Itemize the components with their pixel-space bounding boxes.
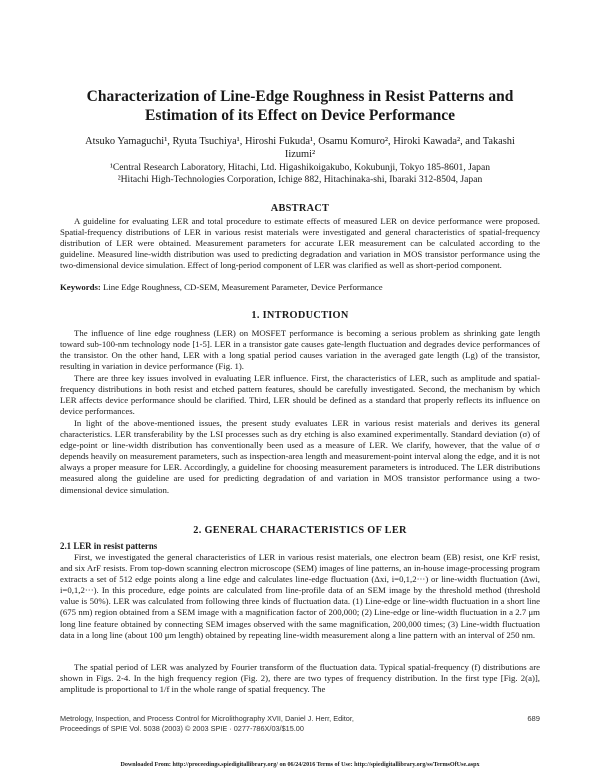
- paper-title: Characterization of Line-Edge Roughness in Resist Patterns and Estimation of its Effect on Device Performance: [86, 88, 514, 124]
- intro-paragraph-2: There are three key issues involved in evaluating LER influence. First, the characteristics of LER, such as amplitude and spatial-frequency distributions in both resist and etched pattern features, should be carefully investigated. Second, the mechanism by which LER affects device performance should be clarified. Third, LER should be defined as a standard that properly reflects its influence on device performances.: [60, 373, 540, 417]
- affiliation-1: ¹Central Research Laboratory, Hitachi, Ltd. Higashikoigakubo, Kokubunji, Tokyo 185-8601, Japan: [109, 162, 490, 173]
- intro-paragraph-3: In light of the above-mentioned issues, the present study evaluates LER in various resist materials and derives its general characteristics. LER transferability by the LSI processes such as dry etching is also examined experimentally. Standard deviation (σ) of edge-point or line-width distribution has conventionally been used as a measure of LER. We clarify, however, that the value of σ depends heavily on measurement parameters, such as inspection-area length and measurement-point interval along the edge, and it is not always a proper measure for LER. Accordingly, a guideline for choosing measurement parameters is introduced. The LER distributions measured along the guideline are used for predicting degradation of and variation in MOS transistor performance using a two-dimensional device simulation.: [60, 418, 540, 495]
- keywords-text: Line Edge Roughness, CD-SEM, Measurement Parameter, Device Performance: [103, 282, 383, 292]
- page-number: 689: [527, 714, 540, 723]
- subsection-2-1-heading: 2.1 LER in resist patterns: [60, 541, 158, 551]
- download-notice: Downloaded From: http://proceedings.spiedigitallibrary.org/ on 06/24/2016 Terms of Use: http://spiedigitallibrary.org/ss/TermsOfUse.aspx: [120, 762, 480, 768]
- abstract-heading: ABSTRACT: [270, 203, 330, 214]
- section-2-heading: 2. GENERAL CHARACTERISTICS OF LER: [193, 525, 407, 536]
- section-2-paragraph-1: First, we investigated the general characteristics of LER in various resist materials, one electron beam (EB) resist, one KrF resist, and six ArF resists. From top-down scanning electron microscope (SEM) images of line patterns, an in-house image-processing program extracts a set of 512 edge points along a line edge and calculates line-edge fluctuation (Δxi, i=0,1,2···) or line-width fluctuation (Δwi, i=0,1,2···). In this procedure, edge points are calculated from line-profile data of an SEM image by the threshold method (threshold value is 50%). LER was calculated from following three kinds of fluctuation data. (1) Line-edge or line-width fluctuation in a short line (675 nm) region obtained from a SEM image with a magnification factor of 200,000; (2) Line-edge or line-width fluctuation in a 2.7 μm long line feature obtained by connecting SEM images observed with the same magnification, 200,000 times; (3) Line-width fluctuation data in a long line (about 100 μm length) obtained by repeating line-width measurement along a line pattern with an interval of 250 nm.: [60, 552, 540, 640]
- keywords-line: [60, 282, 540, 293]
- section-2-paragraph-2: The spatial period of LER was analyzed by Fourier transform of the fluctuation data. Typical spatial-frequency (f) distributions are shown in Figs. 2-4. In the high frequency region (Fig. 2), there are two types of frequency distribution. In the first type [Fig. 2(a)], amplitude is proportional to 1/f in the whole range of spatial frequency. The: [60, 662, 540, 695]
- author-list: Atsuko Yamaguchi¹, Ryuta Tsuchiya¹, Hiroshi Fukuda¹, Osamu Komuro², Hiroki Kawada², and Takashi Iizumi²: [85, 136, 515, 160]
- footer-line-2: Proceedings of SPIE Vol. 5038 (2003) © 2003 SPIE · 0277-786X/03/$15.00: [60, 723, 304, 733]
- intro-paragraph-1: The influence of line edge roughness (LER) on MOSFET performance is becoming a serious problem as shrinking gate length toward sub-100-nm technology node [1-5]. LER in a transistor gate causes gate-length fluctuation and degrades device performances of the transistor. On the other hand, LER with a long spatial period causes variation in the averaged gate length (Lg) of the transistor, resulting in variation in device performance (Fig. 1).: [60, 328, 540, 372]
- keywords-label: Keywords:: [60, 282, 101, 292]
- proceedings-footer: [60, 714, 440, 733]
- affiliations: [60, 162, 540, 186]
- abstract-text: A guideline for evaluating LER and total procedure to estimate effects of measured LER on device performance were proposed. Spatial-frequency distributions of LER in various resist materials were investigated and general characteristics of spatial-frequency distribution of LER were obtained. Measurement parameters for accurate LER measurement can be calculated according to the guideline. Measured line-width distribution was used to predicting degradation and variation in MOS transistor performance using the two-dimensional device simulation. Effect of long-period component of LER was clarified as well as short-period component.: [60, 216, 540, 271]
- section-1-heading: 1. INTRODUCTION: [251, 310, 349, 321]
- affiliation-2: ²Hitachi High-Technologies Corporation, Ichige 882, Hitachinaka-shi, Ibaraki 312-8504, Japan: [117, 174, 483, 185]
- footer-line-1: Metrology, Inspection, and Process Control for Microlithography XVII, Daniel J. Herr, Editor,: [60, 714, 354, 723]
